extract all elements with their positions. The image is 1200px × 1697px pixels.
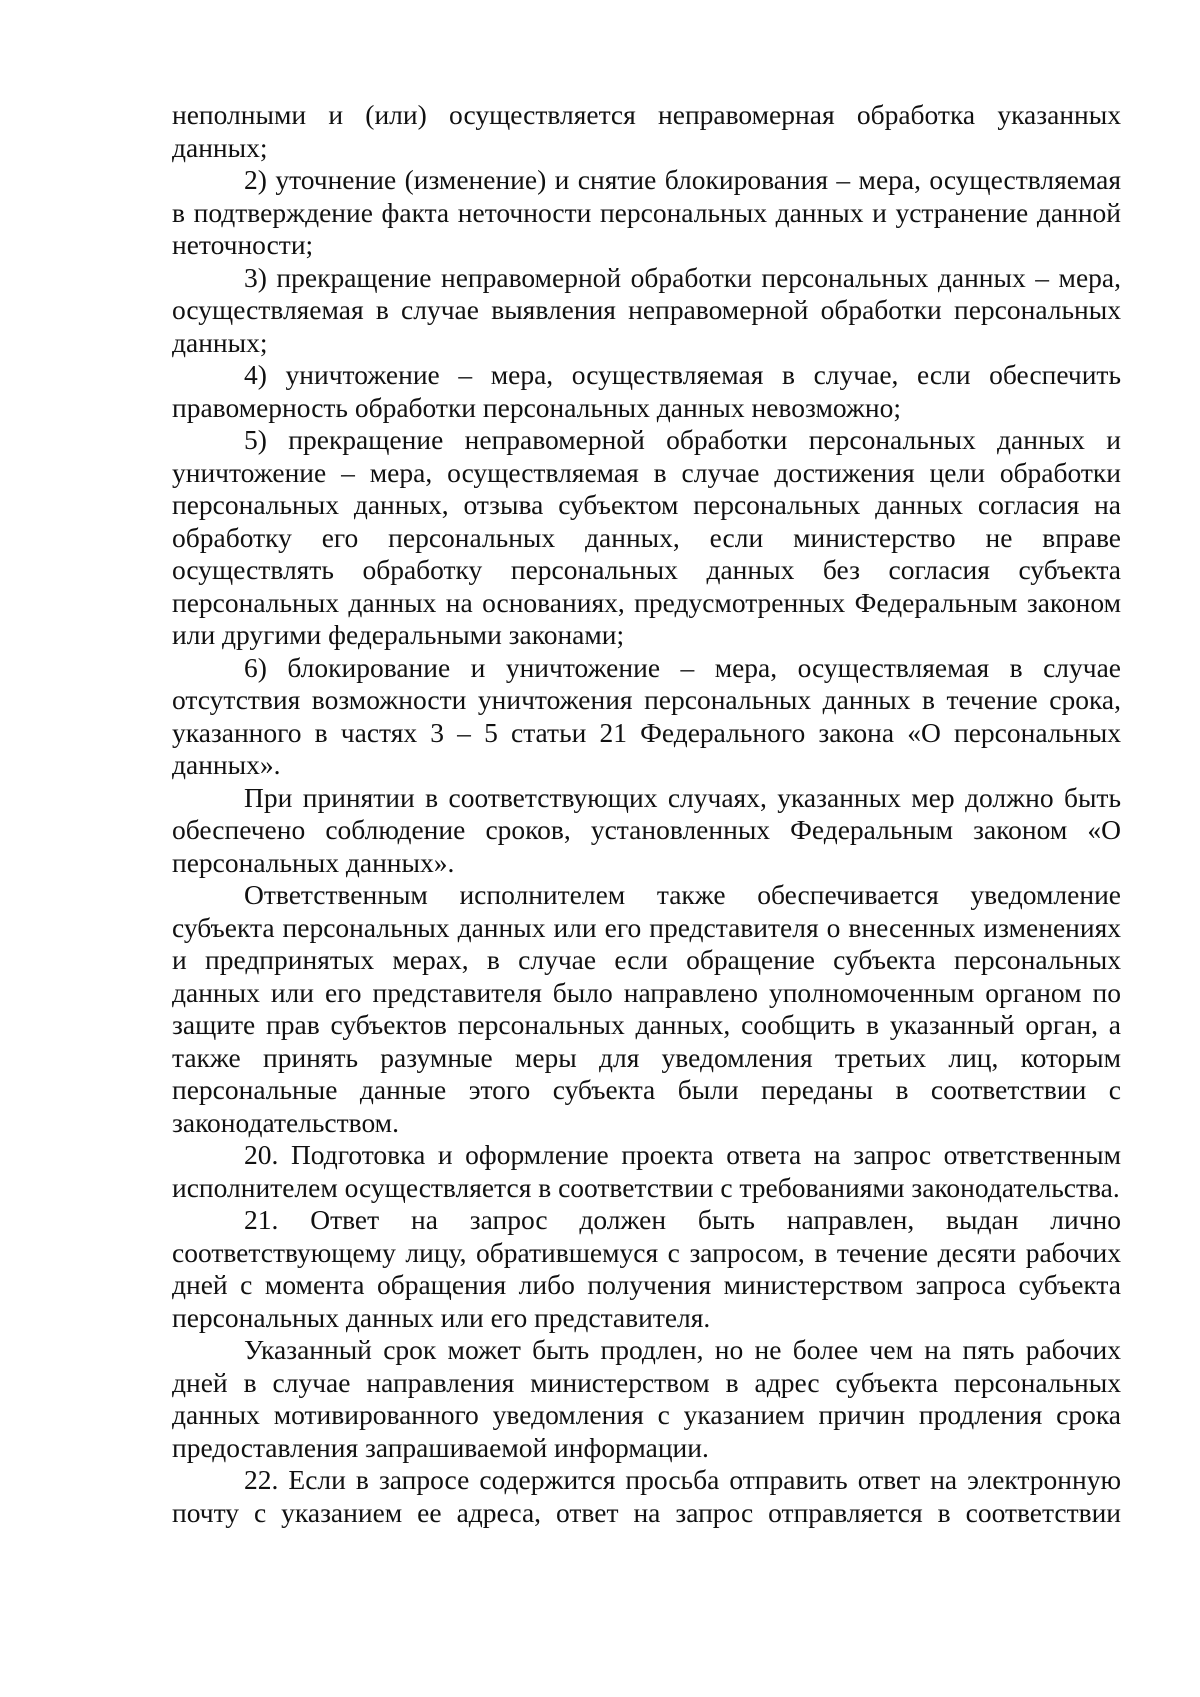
paragraph-section-22: 22. Если в запросе содержится просьба отправить ответ на электронную почту с указанием ее адреса, ответ на запрос отправляется в соответствии xyxy=(172,1464,1121,1528)
paragraph-section-21: 21. Ответ на запрос должен быть направлен, выдан лично соответствующему лицу, обратившемуся с запросом, в течение десяти рабочих дней с момента обращения либо получения министерством запроса субъекта персональных данных или его представителя. xyxy=(172,1204,1121,1333)
paragraph-item-5: 5) прекращение неправомерной обработки персональных данных и уничтожение – мера, осуществляемая в случае достижения цели обработки персональных данных, отзыва субъектом персональных данных согласия на обработку его персональных данных, если министерство не вправе осуществлять обработку персональных данных без согласия субъекта персональных данных на основаниях, предусмотренных Федеральным законом или другими федеральными законами; xyxy=(172,424,1121,650)
paragraph-item-4: 4) уничтожение – мера, осуществляемая в случае, если обеспечить правомерность обработки персональных данных невозможно; xyxy=(172,359,1121,423)
paragraph-item-3: 3) прекращение неправомерной обработки персональных данных – мера, осуществляемая в случае выявления неправомерной обработки персональных данных; xyxy=(172,261,1121,358)
paragraph-deadlines: При принятии в соответствующих случаях, указанных мер должно быть обеспечено соблюдение сроков, установленных Федеральным законом «О персональных данных». xyxy=(172,781,1121,878)
paragraph-continuation: неполными и (или) осуществляется неправомерная обработка указанных данных; xyxy=(172,99,1121,163)
paragraph-item-2: 2) уточнение (изменение) и снятие блокирования – мера, осуществляемая в подтверждение факта неточности персональных данных и устранение данной неточности; xyxy=(172,164,1121,260)
paragraph-extension: Указанный срок может быть продлен, но не более чем на пять рабочих дней в случае направления министерством в адрес субъекта персональных данных мотивированного уведомления с указанием причин продления срока предоставления запрашиваемой информации. xyxy=(172,1334,1121,1463)
paragraph-item-6: 6) блокирование и уничтожение – мера, осуществляемая в случае отсутствия возможности уничтожения персональных данных в течение срока, указанного в частях 3 – 5 статьи 21 Федерального закона «О персональных данных». xyxy=(172,651,1121,780)
paragraph-section-20: 20. Подготовка и оформление проекта ответа на запрос ответственным исполнителем осуществляется в соответствии с требованиями законодательства. xyxy=(172,1139,1121,1203)
paragraph-notification: Ответственным исполнителем также обеспечивается уведомление субъекта персональных данных или его представителя о внесенных изменениях и предпринятых мерах, в случае если обращение субъекта персональных данных или его представителя было направлено уполномоченным органом по защите прав субъектов персональных данных, сообщить в указанный орган, а также принять разумные меры для уведомления третьих лиц, которым персональные данные этого субъекта были переданы в соответствии с законодательством. xyxy=(172,879,1121,1138)
document-page xyxy=(172,99,1121,1529)
